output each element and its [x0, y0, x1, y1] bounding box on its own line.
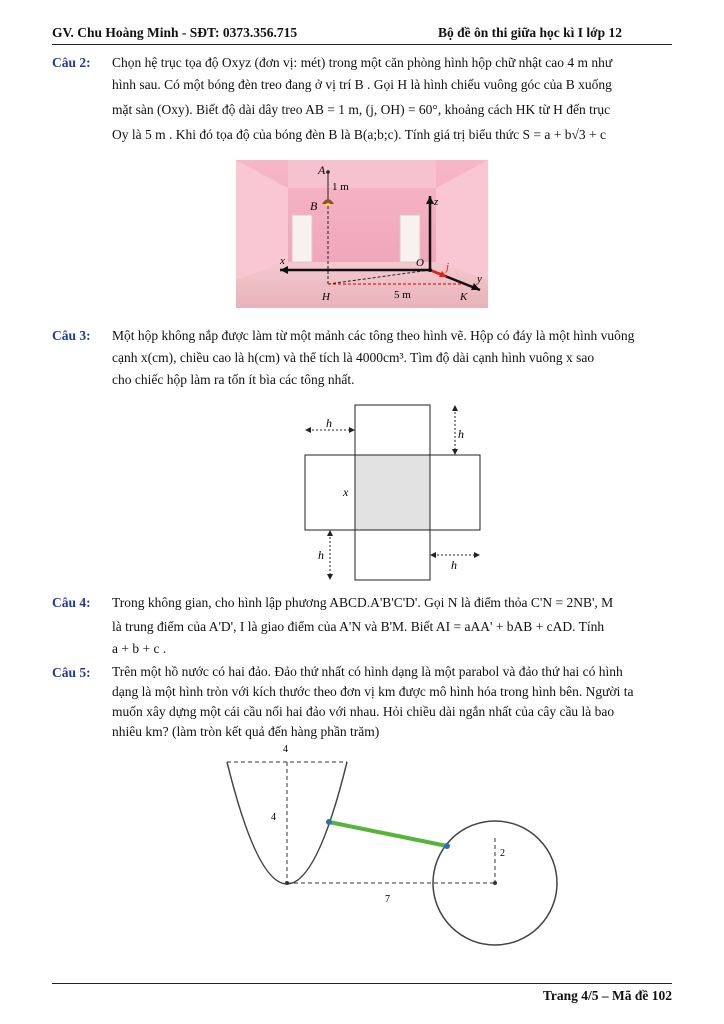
exam-title: Bộ đề ôn thi giữa học kì I lớp 12	[438, 25, 622, 40]
dim-arrow	[430, 552, 436, 558]
label-distance: 7	[385, 894, 390, 905]
label-radius: 2	[500, 848, 505, 859]
point-a	[326, 170, 330, 174]
point-o	[428, 268, 432, 272]
label-z: z	[434, 196, 439, 208]
label-x: x	[343, 485, 349, 499]
net-base-square	[355, 455, 430, 530]
label-ab-length: 1 m	[332, 181, 349, 193]
net-right-flap	[430, 455, 480, 530]
label-h: H	[322, 291, 330, 303]
parabola-vertex	[285, 881, 289, 885]
dim-arrow	[327, 530, 333, 536]
q3-line-3: cho chiếc hộp làm ra tốn ít bìa các tông nhất.	[112, 372, 355, 387]
question-5	[52, 662, 672, 742]
label-y: y	[477, 273, 482, 285]
room-figure	[236, 160, 488, 308]
question-2	[52, 52, 672, 146]
q5-line-4: nhiêu km? (làm tròn kết quả đến hàng phần trăm)	[112, 724, 380, 739]
label-j: j	[446, 261, 450, 273]
bridge	[329, 822, 447, 846]
label-top-width: 4	[283, 744, 288, 755]
q3-line-2: cạnh x(cm), chiều cao là h(cm) và thể tích là 4000cm³. Tìm độ dài cạnh hình vuông x sao	[112, 350, 595, 365]
q4-line-1: Trong không gian, cho hình lập phương ABCD.A'B'C'D'. Gọi N là điểm thỏa C'N = 2NB', M	[112, 595, 614, 610]
teacher-info: GV. Chu Hoàng Minh - SĐT: 0373.356.715	[52, 25, 298, 40]
question-5-label: Câu 5:	[52, 665, 91, 680]
circle-center	[493, 881, 497, 885]
label-hk-length: 5 m	[394, 289, 411, 301]
q2-line-4: Oy là 5 m . Khi đó tọa độ của bóng đèn B là B(a;b;c). Tính giá trị biểu thức S = a + b√3 + c	[112, 127, 606, 142]
islands-figure	[215, 740, 565, 972]
label-h-bottom-right: h	[451, 558, 457, 572]
dim-arrow	[305, 427, 311, 433]
page-header	[52, 22, 672, 45]
label-b: B	[310, 199, 318, 213]
box-net-figure	[300, 400, 490, 585]
page-footer	[52, 983, 672, 1014]
question-5-text	[112, 662, 672, 742]
label-h-top-right: h	[458, 427, 464, 441]
question-2-text	[112, 52, 672, 146]
label-h-top-left: h	[326, 416, 332, 430]
dim-arrow	[452, 449, 458, 455]
q3-line-1: Một hộp không nắp được làm từ một mảnh các tông theo hình vẽ. Hộp có đáy là một hình vuông	[112, 328, 635, 343]
left-door	[292, 215, 312, 262]
dim-arrow	[474, 552, 480, 558]
question-3	[52, 325, 672, 391]
q2-line-2: hình sau. Có một bóng đèn treo đang ở vị trí B . Gọi H là hình chiếu vuông góc của B xuống	[112, 77, 612, 92]
label-a: A	[318, 163, 326, 177]
dim-arrow	[452, 405, 458, 411]
q2-line-1: Chọn hệ trục tọa độ Oxyz (đơn vị: mét) trong một căn phòng hình hộp chữ nhật cao 4 m như	[112, 55, 613, 70]
dim-arrow	[327, 574, 333, 580]
label-o: O	[416, 257, 424, 269]
question-4	[52, 592, 672, 660]
q5-line-1: Trên một hồ nước có hai đảo. Đảo thứ nhất có hình dạng là một parabol và đảo thứ hai có hình	[112, 664, 623, 679]
bridge-end-circle	[444, 843, 450, 849]
dim-arrow	[349, 427, 355, 433]
question-2-label: Câu 2:	[52, 55, 91, 70]
label-k: K	[460, 291, 468, 303]
page-number: Trang 4/5 – Mã đề 102	[542, 988, 672, 1003]
question-3-label: Câu 3:	[52, 328, 91, 343]
q5-line-2: dạng là một hình tròn với kích thước theo đơn vị km được mô hình hóa trong hình bên. Người ta	[112, 684, 634, 699]
q5-line-3: muốn xây dựng một cái cầu nối hai đảo với nhau. Hỏi chiều dài ngắn nhất của cây cầu là bao	[112, 704, 615, 719]
net-top-flap	[355, 405, 430, 455]
label-parabola-height: 4	[271, 812, 276, 823]
q4-line-2: là trung điểm của A'D', I là giao điểm của A'N và B'M. Biết AI = aAA' + bAB + cAD. Tính	[112, 619, 605, 634]
q4-line-3: a + b + c .	[112, 641, 167, 656]
question-4-text	[112, 592, 672, 660]
question-4-label: Câu 4:	[52, 595, 91, 610]
q2-line-3: mặt sàn (Oxy). Biết độ dài dây treo AB = 1 m, (j, OH) = 60°, khoảng cách HK từ H đến trục	[112, 102, 611, 117]
question-3-text	[112, 325, 672, 391]
bridge-end-parabola	[326, 819, 332, 825]
label-h-bottom-left: h	[318, 548, 324, 562]
ceiling	[288, 160, 436, 188]
label-x: x	[280, 255, 285, 267]
right-door	[400, 215, 420, 262]
net-bottom-flap	[355, 530, 430, 580]
